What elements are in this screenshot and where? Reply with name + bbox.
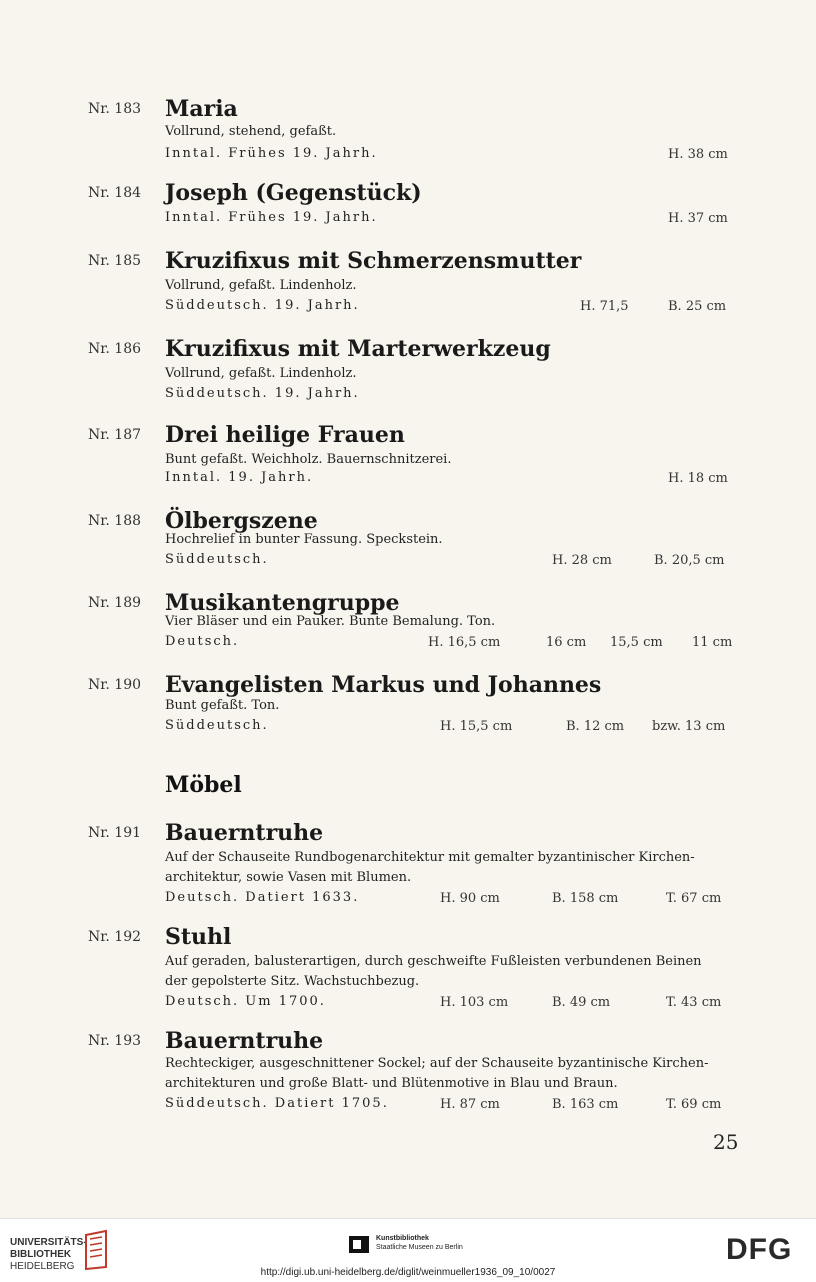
- entry-number: Nr. 183: [88, 101, 142, 117]
- entry-description-line-2: architekturen und große Blatt- und Blütenmotive in Blau und Braun.: [165, 1076, 618, 1091]
- entry-height: H. 90 cm: [440, 891, 500, 906]
- entry-description: Vier Bläser und ein Pauker. Bunte Bemalung. Ton.: [165, 614, 496, 629]
- entry-title: Kruzifixus mit Marterwerkzeug: [165, 336, 551, 362]
- entry-description: Vollrund, gefaßt. Lindenholz.: [165, 278, 357, 293]
- entry-height: H. 37 cm: [668, 211, 728, 226]
- entry-number: Nr. 184: [88, 185, 142, 201]
- entry-width: B. 20,5 cm: [654, 553, 725, 568]
- entry-provenance: Süddeutsch. 19. Jahrh.: [165, 386, 360, 401]
- entry-description: Vollrund, gefaßt. Lindenholz.: [165, 366, 357, 381]
- entry-number: Nr. 192: [88, 929, 142, 945]
- entry-provenance: Süddeutsch.: [165, 552, 269, 567]
- entry-title: Musikantengruppe: [165, 590, 400, 616]
- dfg-logo[interactable]: DFG: [726, 1233, 793, 1266]
- entry-number: Nr. 189: [88, 595, 142, 611]
- entry-description-line-1: Rechteckiger, ausgeschnittener Sockel; auf der Schauseite byzantinische Kirchen-: [165, 1056, 709, 1071]
- ub-line-1: UNIVERSITÄTS-: [10, 1237, 87, 1248]
- entry-depth: T. 67 cm: [666, 891, 722, 906]
- ub-line-2: BIBLIOTHEK: [10, 1249, 72, 1260]
- entry-width: B. 49 cm: [552, 995, 611, 1010]
- entry-number: Nr. 193: [88, 1033, 142, 1049]
- entry-provenance: Inntal. Frühes 19. Jahrh.: [165, 146, 378, 161]
- entry-description-line-2: architektur, sowie Vasen mit Blumen.: [165, 870, 412, 885]
- kunstbibliothek-logo-icon[interactable]: [348, 1233, 370, 1255]
- entry-number: Nr. 190: [88, 677, 142, 693]
- entry-title: Ölbergszene: [165, 508, 318, 534]
- entry-width: B. 25 cm: [668, 299, 727, 314]
- entry-provenance: Süddeutsch. 19. Jahrh.: [165, 298, 360, 313]
- entry-title: Joseph (Gegenstück): [165, 180, 422, 206]
- ub-heidelberg-emblem-icon[interactable]: [80, 1229, 114, 1271]
- entry-provenance: Süddeutsch. Datiert 1705.: [165, 1096, 389, 1111]
- entry-description-line-1: Auf der Schauseite Rundbogenarchitektur mit gemalter byzantinischer Kirchen-: [165, 850, 695, 865]
- entry-width: B. 12 cm: [566, 719, 625, 734]
- entry-height: H. 15,5 cm: [440, 719, 513, 734]
- entry-height: H. 18 cm: [668, 471, 728, 486]
- entry-number: Nr. 187: [88, 427, 142, 443]
- entry-number: Nr. 185: [88, 253, 142, 269]
- entry-height: H. 71,5: [580, 299, 629, 314]
- entry-description: Hochrelief in bunter Fassung. Speckstein.: [165, 532, 443, 547]
- entry-provenance: Inntal. Frühes 19. Jahrh.: [165, 210, 378, 225]
- entry-title: Bauerntruhe: [165, 1028, 324, 1054]
- entry-measure-4: 11 cm: [692, 635, 733, 650]
- entry-title: Maria: [165, 96, 238, 122]
- entry-description-line-2: der gepolsterte Sitz. Wachstuchbezug.: [165, 974, 420, 989]
- section-title: Möbel: [165, 772, 242, 798]
- entry-height: H. 38 cm: [668, 147, 728, 162]
- footer-bar: [0, 1218, 816, 1282]
- entry-title: Stuhl: [165, 924, 232, 950]
- entry-depth: T. 43 cm: [666, 995, 722, 1010]
- source-url-link[interactable]: http://digi.ub.uni-heidelberg.de/diglit/weinmueller1936_09_10/0027: [260, 1267, 556, 1278]
- entry-description-line-1: Auf geraden, balusterartigen, durch geschweifte Fußleisten verbundenen Beinen: [165, 954, 702, 969]
- entry-width: B. 158 cm: [552, 891, 619, 906]
- entry-measure-2: 16 cm: [546, 635, 587, 650]
- ub-line-3: HEIDELBERG: [10, 1261, 75, 1272]
- entry-height: H. 16,5 cm: [428, 635, 501, 650]
- entry-provenance: Inntal. 19. Jahrh.: [165, 470, 314, 485]
- entry-title: Drei heilige Frauen: [165, 422, 405, 448]
- entry-provenance: Deutsch. Datiert 1633.: [165, 890, 360, 905]
- kunstbibliothek-name: Kunstbibliothek: [376, 1235, 429, 1242]
- page-number: 25: [713, 1130, 739, 1154]
- entry-number: Nr. 191: [88, 825, 142, 841]
- entry-width-alt: bzw. 13 cm: [652, 719, 726, 734]
- entry-provenance: Deutsch. Um 1700.: [165, 994, 326, 1009]
- entry-title: Bauerntruhe: [165, 820, 324, 846]
- entry-width: B. 163 cm: [552, 1097, 619, 1112]
- entry-depth: T. 69 cm: [666, 1097, 722, 1112]
- entry-number: Nr. 188: [88, 513, 142, 529]
- entry-height: H. 103 cm: [440, 995, 509, 1010]
- entry-provenance: Süddeutsch.: [165, 718, 269, 733]
- entry-description: Vollrund, stehend, gefaßt.: [165, 124, 337, 139]
- entry-title: Kruzifixus mit Schmerzensmutter: [165, 248, 582, 274]
- entry-description: Bunt gefaßt. Weichholz. Bauernschnitzerei.: [165, 452, 452, 467]
- entry-height: H. 28 cm: [552, 553, 612, 568]
- entry-title: Evangelisten Markus und Johannes: [165, 672, 602, 698]
- kunstbibliothek-text: [376, 1234, 463, 1252]
- entry-provenance: Deutsch.: [165, 634, 240, 649]
- entry-number: Nr. 186: [88, 341, 142, 357]
- entry-height: H. 87 cm: [440, 1097, 500, 1112]
- entry-measure-3: 15,5 cm: [610, 635, 663, 650]
- entry-description: Bunt gefaßt. Ton.: [165, 698, 280, 713]
- kunstbibliothek-subtitle: Staatliche Museen zu Berlin: [376, 1244, 463, 1251]
